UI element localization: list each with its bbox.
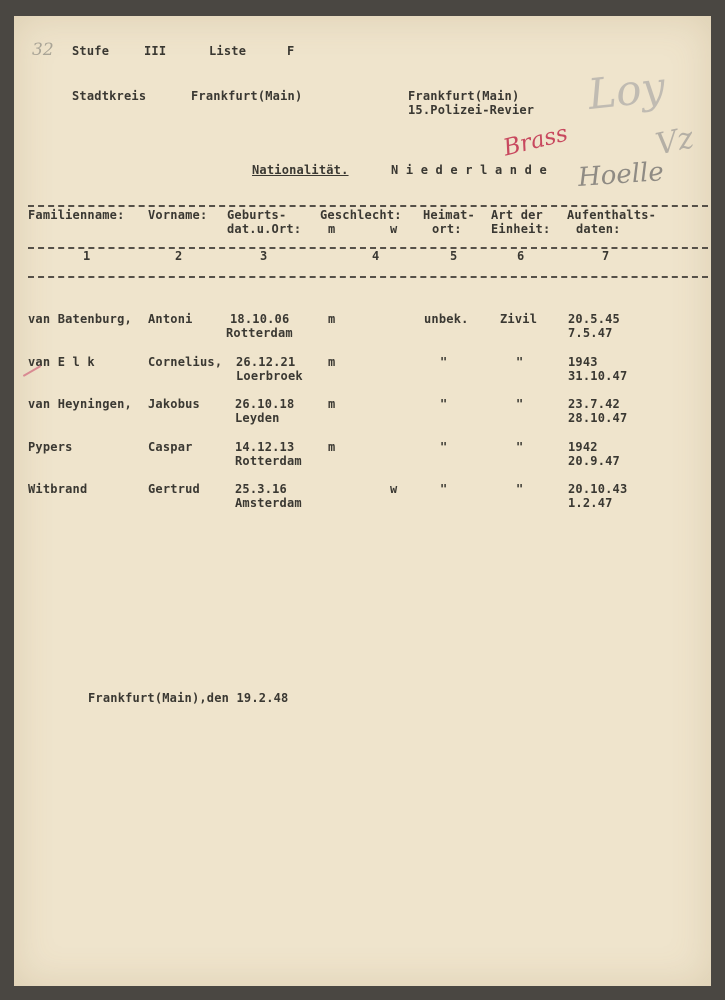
row-heimatort: ": [440, 397, 448, 411]
row-date-to: 7.5.47: [568, 326, 613, 340]
pencil-signature: Hoelle: [577, 157, 665, 193]
row-birth-date: 25.3.16: [235, 482, 287, 496]
column-number-2: 2: [175, 249, 183, 263]
row-date-from: 20.5.45: [568, 312, 620, 326]
header-geburts-line2: dat.u.Ort:: [227, 222, 302, 236]
column-number-6: 6: [517, 249, 525, 263]
header-aufenthalt-line1: Aufenthalts-: [567, 208, 657, 222]
header-heimat-line2: ort:: [432, 222, 462, 236]
row-birth-date: 14.12.13: [235, 440, 295, 454]
table-rule-top: [28, 205, 708, 207]
row-einheit: Zivil: [500, 312, 538, 326]
row-vorname: Cornelius,: [148, 355, 223, 369]
header-geschlecht-m: m: [328, 222, 336, 236]
row-heimatort: ": [440, 440, 448, 454]
row-sex-m: m: [328, 355, 336, 369]
row-date-from: 1942: [568, 440, 598, 454]
table-rule-bottom: [28, 276, 708, 278]
column-number-1: 1: [83, 249, 91, 263]
header-einheit-line2: Einheit:: [491, 222, 551, 236]
stadtkreis-label: Stadtkreis: [72, 89, 147, 103]
row-familienname: Witbrand: [28, 482, 88, 496]
header-geschlecht: Geschlecht:: [320, 208, 402, 222]
row-einheit: ": [516, 397, 524, 411]
liste-label: Liste: [209, 44, 247, 58]
row-birth-date: 26.12.21: [236, 355, 296, 369]
row-birth-place: Loerbroek: [236, 369, 303, 383]
header-geschlecht-w: w: [390, 222, 398, 236]
header-vorname: Vorname:: [148, 208, 208, 222]
row-vorname: Gertrud: [148, 482, 200, 496]
row-familienname: van E l k: [28, 355, 95, 369]
row-vorname: Caspar: [148, 440, 193, 454]
row-vorname: Antoni: [148, 312, 193, 326]
column-number-5: 5: [450, 249, 458, 263]
nationality-label: Nationalität.: [252, 163, 349, 177]
row-familienname: van Heyningen,: [28, 397, 132, 411]
row-birth-date: 18.10.06: [230, 312, 290, 326]
stufe-value: III: [144, 44, 167, 58]
column-number-7: 7: [602, 249, 610, 263]
row-sex-m: m: [328, 312, 336, 326]
row-sex-m: m: [328, 440, 336, 454]
row-heimatort: ": [440, 482, 448, 496]
office-city: Frankfurt(Main): [408, 89, 520, 103]
row-date-to: 20.9.47: [568, 454, 620, 468]
column-number-3: 3: [260, 249, 268, 263]
header-aufenthalt-line2: daten:: [576, 222, 621, 236]
header-geburts-line1: Geburts-: [227, 208, 287, 222]
stufe-label: Stufe: [72, 44, 110, 58]
row-familienname: van Batenburg,: [28, 312, 132, 326]
red-handwritten-note: Brass: [500, 120, 571, 162]
header-heimat-line1: Heimat-: [423, 208, 475, 222]
place-and-date: Frankfurt(Main),den 19.2.48: [88, 691, 289, 705]
row-vorname: Jakobus: [148, 397, 200, 411]
header-einheit-line1: Art der: [491, 208, 543, 222]
row-einheit: ": [516, 440, 524, 454]
row-heimatort: unbek.: [424, 312, 469, 326]
row-familienname: Pypers: [28, 440, 73, 454]
column-number-4: 4: [372, 249, 380, 263]
row-heimatort: ": [440, 355, 448, 369]
liste-value: F: [287, 44, 295, 58]
row-sex-w: w: [390, 482, 398, 496]
stadtkreis-value: Frankfurt(Main): [191, 89, 303, 103]
pencil-note-loy: Loy: [585, 62, 668, 119]
row-date-from: 1943: [568, 355, 598, 369]
office-department: 15.Polizei-Revier: [408, 103, 535, 117]
row-birth-place: Amsterdam: [235, 496, 302, 510]
row-birth-place: Rotterdam: [235, 454, 302, 468]
pencil-note-vz: Vz: [652, 120, 697, 163]
row-birth-place: Rotterdam: [226, 326, 293, 340]
row-einheit: ": [516, 482, 524, 496]
archive-number: 32: [32, 40, 54, 60]
row-date-to: 31.10.47: [568, 369, 628, 383]
row-date-from: 23.7.42: [568, 397, 620, 411]
row-date-from: 20.10.43: [568, 482, 628, 496]
header-familienname: Familienname:: [28, 208, 125, 222]
row-date-to: 28.10.47: [568, 411, 628, 425]
row-sex-m: m: [328, 397, 336, 411]
row-date-to: 1.2.47: [568, 496, 613, 510]
nationality-value: N i e d e r l a n d e: [391, 163, 547, 177]
row-einheit: ": [516, 355, 524, 369]
row-birth-place: Leyden: [235, 411, 280, 425]
row-birth-date: 26.10.18: [235, 397, 295, 411]
